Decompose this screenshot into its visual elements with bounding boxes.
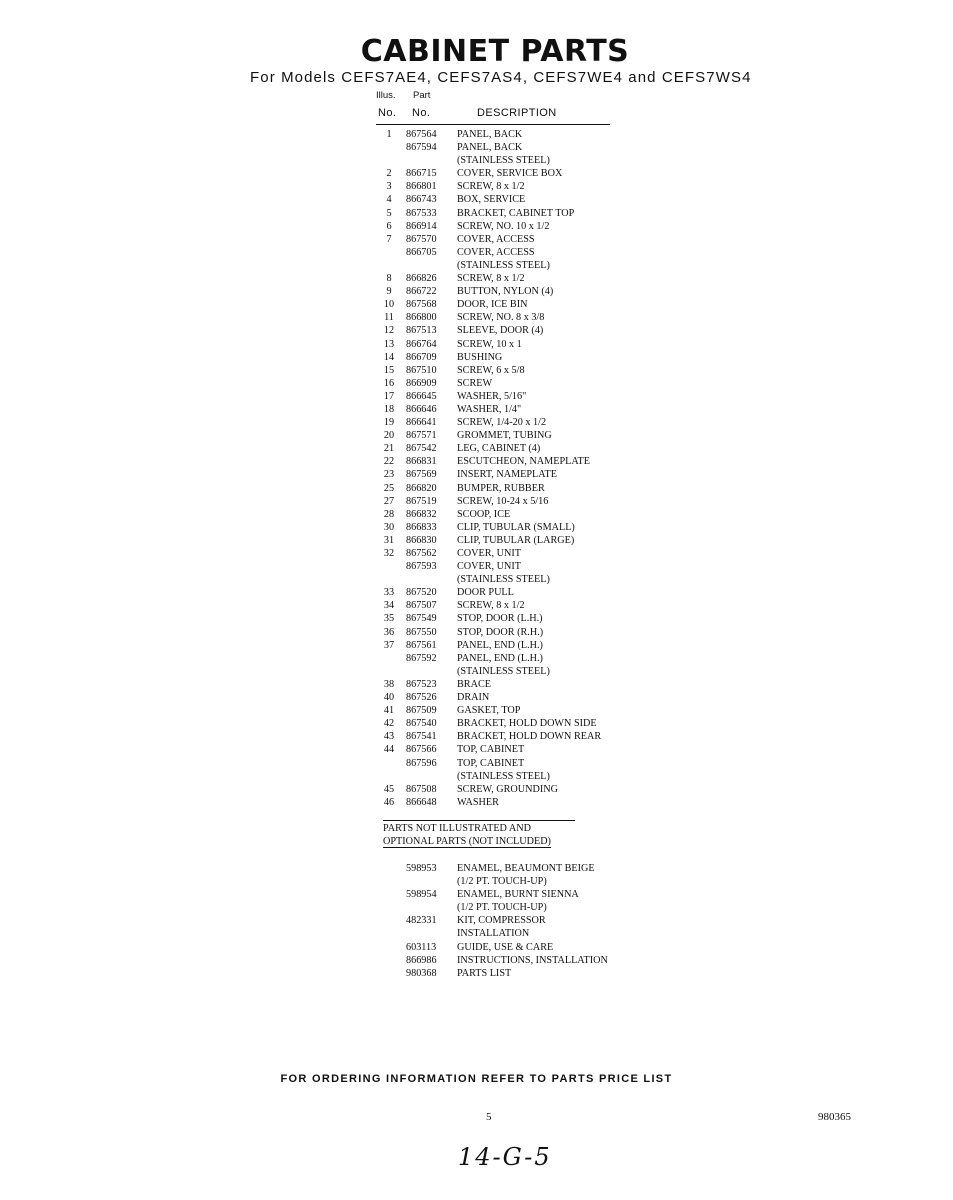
illus-number: 23	[383, 469, 395, 481]
part-number: 867519	[406, 495, 437, 507]
ordering-footer: FOR ORDERING INFORMATION REFER TO PARTS PRICE LIST	[280, 1073, 673, 1085]
table-row	[0, 416, 953, 429]
part-number: 866743	[406, 194, 437, 206]
illus-number: 19	[383, 417, 395, 429]
part-number: 867566	[406, 744, 437, 756]
part-number: 598953	[406, 863, 437, 874]
table-row	[0, 743, 953, 756]
table-row	[0, 612, 953, 625]
table-row	[0, 573, 953, 586]
illus-number: 37	[383, 639, 395, 651]
part-description: STOP, DOOR (L.H.)	[457, 613, 543, 625]
part-number: 867549	[406, 613, 437, 625]
column-header-illus-no: No.	[378, 107, 397, 119]
part-number: 867569	[406, 469, 437, 481]
part-description: GROMMET, TUBING	[457, 430, 552, 442]
not-illustrated-heading	[383, 822, 551, 848]
part-description: (1/2 PT. TOUCH-UP)	[457, 876, 547, 888]
part-number: 867596	[406, 757, 437, 769]
part-description: PANEL, END (L.H.)	[457, 652, 543, 664]
illus-number: 40	[383, 692, 395, 704]
illus-number: 18	[383, 403, 395, 415]
part-description: (STAINLESS STEEL)	[457, 259, 550, 271]
illus-number: 42	[383, 718, 395, 730]
part-description: (STAINLESS STEEL)	[457, 574, 550, 586]
part-number: 603113	[406, 941, 437, 953]
illus-number: 12	[383, 325, 395, 337]
part-number: 866909	[406, 377, 437, 389]
illus-number: 4	[386, 194, 392, 206]
part-description: GUIDE, USE & CARE	[457, 941, 554, 953]
part-description: ENAMEL, BEAUMONT BEIGE	[457, 863, 595, 874]
column-header-part: Part	[413, 90, 431, 101]
illus-number: 10	[383, 299, 395, 311]
part-number: 866831	[406, 456, 437, 468]
illus-number: 20	[383, 430, 395, 442]
table-row	[0, 272, 953, 285]
illus-number: 2	[386, 168, 392, 180]
list-item	[0, 914, 953, 927]
illus-number: 33	[383, 587, 395, 599]
part-number: 867526	[406, 692, 437, 704]
table-row	[0, 534, 953, 547]
list-item	[0, 941, 953, 954]
table-row	[0, 468, 953, 481]
illus-number: 28	[383, 508, 395, 520]
table-row	[0, 285, 953, 298]
table-row	[0, 770, 953, 783]
part-description: PANEL, BACK	[457, 142, 523, 154]
part-number: 866826	[406, 273, 437, 285]
page-title: CABINET PARTS	[360, 34, 630, 69]
part-description: WASHER, 1/4"	[457, 403, 522, 415]
illus-number: 36	[383, 626, 395, 638]
models-subtitle: For Models CEFS7AE4, CEFS7AS4, CEFS7WE4 and CEFS7WS4	[250, 69, 752, 86]
table-row	[0, 193, 953, 206]
part-description: (STAINLESS STEEL)	[457, 155, 550, 167]
part-description: (STAINLESS STEEL)	[457, 770, 550, 782]
part-description: SCREW, 6 x 5/8	[457, 364, 525, 376]
part-description: BUTTON, NYLON (4)	[457, 286, 554, 298]
part-description: COVER, SERVICE BOX	[457, 168, 563, 180]
table-row	[0, 233, 953, 246]
table-row	[0, 311, 953, 324]
part-description: ENAMEL, BURNT SIENNA	[457, 889, 579, 901]
table-row	[0, 324, 953, 337]
table-row	[0, 495, 953, 508]
part-description: SCREW, 10 x 1	[457, 338, 522, 350]
illus-number: 15	[383, 364, 395, 376]
part-description: COVER, ACCESS	[457, 233, 535, 245]
list-item	[0, 954, 953, 967]
list-item	[0, 901, 953, 914]
part-description: WASHER	[457, 796, 499, 808]
part-description: WASHER, 5/16"	[457, 390, 527, 402]
table-row	[0, 599, 953, 612]
part-number: 867509	[406, 705, 437, 717]
parts-list	[0, 128, 953, 809]
document-number: 980365	[818, 1111, 851, 1123]
part-description: SCREW, NO. 8 x 3/8	[457, 312, 545, 324]
part-number: 867507	[406, 600, 437, 612]
part-number: 867542	[406, 443, 437, 455]
table-row	[0, 128, 953, 141]
part-description: ESCUTCHEON, NAMEPLATE	[457, 456, 591, 468]
part-number: 867550	[406, 626, 437, 638]
part-description: LEG, CABINET (4)	[457, 443, 541, 455]
illus-number: 43	[383, 731, 395, 743]
table-row	[0, 717, 953, 730]
part-description: BUMPER, RUBBER	[457, 482, 545, 494]
part-description: BUSHING	[457, 351, 503, 363]
table-row	[0, 560, 953, 573]
part-description: CLIP, TUBULAR (LARGE)	[457, 534, 575, 546]
part-description: SLEEVE, DOOR (4)	[457, 325, 544, 337]
part-description: COVER, ACCESS	[457, 246, 535, 258]
illus-number: 17	[383, 390, 395, 402]
section-rule	[383, 820, 575, 821]
table-row	[0, 757, 953, 770]
column-header-part-no: No.	[412, 107, 431, 119]
part-number: 866801	[406, 181, 437, 193]
part-description: SCREW, NO. 10 x 1/2	[457, 220, 550, 232]
illus-number: 14	[383, 351, 395, 363]
part-number: 866832	[406, 508, 437, 520]
part-number: 867520	[406, 587, 437, 599]
table-row	[0, 364, 953, 377]
part-description: SCREW, GROUNDING	[457, 783, 558, 795]
table-row	[0, 429, 953, 442]
illus-number: 27	[383, 495, 395, 507]
part-number: 866986	[406, 954, 437, 966]
table-row	[0, 351, 953, 364]
list-item	[0, 862, 953, 875]
table-row	[0, 442, 953, 455]
illus-number: 41	[383, 705, 395, 717]
part-description: SCREW, 8 x 1/2	[457, 181, 525, 193]
table-row	[0, 455, 953, 468]
illus-number: 16	[383, 377, 395, 389]
part-number: 867594	[406, 142, 437, 154]
illus-number: 5	[386, 207, 392, 219]
part-number: 867513	[406, 325, 437, 337]
part-number: 866820	[406, 482, 437, 494]
part-description: KIT, COMPRESSOR	[457, 915, 546, 927]
table-row	[0, 730, 953, 743]
table-row	[0, 521, 953, 534]
column-header-illus: Illus.	[376, 90, 396, 101]
table-row	[0, 246, 953, 259]
part-number: 867533	[406, 207, 437, 219]
illus-number: 22	[383, 456, 395, 468]
illus-number: 25	[383, 482, 395, 494]
list-item	[0, 967, 953, 980]
part-description: PANEL, END (L.H.)	[457, 639, 543, 651]
illus-number: 30	[383, 521, 395, 533]
part-description: COVER, UNIT	[457, 561, 521, 573]
illus-number: 6	[386, 220, 392, 232]
part-description: SCREW	[457, 377, 493, 389]
table-row	[0, 154, 953, 167]
part-number: 867564	[406, 129, 437, 140]
table-row	[0, 207, 953, 220]
part-number: 866709	[406, 351, 437, 363]
part-description: TOP, CABINET	[457, 744, 525, 756]
part-number: 482331	[406, 915, 437, 927]
not-illustrated-line1: PARTS NOT ILLUSTRATED AND	[383, 823, 531, 834]
part-description: CLIP, TUBULAR (SMALL)	[457, 521, 575, 533]
part-description: GASKET, TOP	[457, 705, 521, 717]
handwritten-note: 14-G-5	[458, 1143, 552, 1171]
table-row	[0, 586, 953, 599]
table-row	[0, 390, 953, 403]
table-row	[0, 338, 953, 351]
table-row	[0, 691, 953, 704]
illus-number: 45	[383, 783, 395, 795]
part-number: 980368	[406, 967, 437, 979]
table-row	[0, 403, 953, 416]
part-description: COVER, UNIT	[457, 548, 521, 559]
table-row	[0, 180, 953, 193]
part-description: SCREW, 10-24 x 5/16	[457, 495, 549, 507]
part-number: 866800	[406, 312, 437, 324]
column-header-description: DESCRIPTION	[477, 107, 557, 119]
illus-number: 32	[383, 548, 395, 559]
part-description: (STAINLESS STEEL)	[457, 665, 550, 677]
illus-number: 21	[383, 443, 395, 455]
illus-number: 31	[383, 534, 395, 546]
illus-number: 1	[386, 129, 392, 140]
list-item	[0, 888, 953, 901]
part-number: 866764	[406, 338, 437, 350]
part-number: 866645	[406, 390, 437, 402]
part-number: 866648	[406, 796, 437, 808]
part-number: 866914	[406, 220, 437, 232]
not-illustrated-line2: OPTIONAL PARTS (NOT INCLUDED)	[383, 836, 551, 847]
part-description: INSERT, NAMEPLATE	[457, 469, 557, 481]
table-row	[0, 482, 953, 495]
table-row	[0, 704, 953, 717]
part-description: DOOR PULL	[457, 587, 514, 599]
part-description: BRACKET, HOLD DOWN SIDE	[457, 718, 597, 730]
part-description: BRACKET, HOLD DOWN REAR	[457, 731, 602, 743]
part-description: BOX, SERVICE	[457, 194, 526, 206]
illus-number: 38	[383, 678, 395, 690]
part-number: 866830	[406, 534, 437, 546]
part-number: 867562	[406, 548, 437, 559]
table-row	[0, 298, 953, 311]
table-row	[0, 167, 953, 180]
part-number: 867561	[406, 639, 437, 651]
part-number: 867508	[406, 783, 437, 795]
part-number: 867510	[406, 364, 437, 376]
part-number: 867592	[406, 652, 437, 664]
part-number: 866641	[406, 417, 437, 429]
part-description: BRACKET, CABINET TOP	[457, 207, 575, 219]
list-item	[0, 927, 953, 940]
part-description: PARTS LIST	[457, 967, 512, 979]
part-description: SCREW, 8 x 1/2	[457, 600, 525, 612]
table-row	[0, 783, 953, 796]
part-description: DOOR, ICE BIN	[457, 299, 528, 311]
table-row	[0, 377, 953, 390]
illus-number: 46	[383, 796, 395, 808]
part-description: STOP, DOOR (R.H.)	[457, 626, 544, 638]
table-row	[0, 665, 953, 678]
illus-number: 7	[386, 233, 392, 245]
part-number: 866646	[406, 403, 437, 415]
part-description: TOP, CABINET	[457, 757, 525, 769]
table-row	[0, 220, 953, 233]
illus-number: 34	[383, 600, 395, 612]
part-number: 866705	[406, 246, 437, 258]
table-row	[0, 678, 953, 691]
part-description: SCREW, 8 x 1/2	[457, 273, 525, 285]
list-item	[0, 875, 953, 888]
part-description: INSTRUCTIONS, INSTALLATION	[457, 954, 608, 966]
part-number: 867541	[406, 731, 437, 743]
table-row	[0, 508, 953, 521]
part-number: 867593	[406, 561, 437, 573]
illus-number: 8	[386, 273, 392, 285]
part-description: DRAIN	[457, 692, 490, 704]
illus-number: 11	[384, 312, 394, 324]
part-number: 866722	[406, 286, 437, 298]
part-description: INSTALLATION	[457, 928, 530, 940]
part-description: SCOOP, ICE	[457, 508, 511, 520]
part-number: 867523	[406, 678, 437, 690]
table-row	[0, 796, 953, 809]
part-number: 867540	[406, 718, 437, 730]
illus-number: 3	[386, 181, 392, 193]
table-row	[0, 259, 953, 272]
table-row	[0, 652, 953, 665]
optional-parts-list	[0, 862, 953, 980]
table-row	[0, 141, 953, 154]
part-number: 866833	[406, 521, 437, 533]
table-row	[0, 639, 953, 652]
part-number: 867568	[406, 299, 437, 311]
illus-number: 9	[386, 286, 392, 298]
table-row	[0, 547, 953, 560]
illus-number: 13	[383, 338, 395, 350]
part-description: PANEL, BACK	[457, 129, 523, 140]
part-number: 867571	[406, 430, 437, 442]
part-number: 867570	[406, 233, 437, 245]
table-row	[0, 626, 953, 639]
header-rule	[376, 124, 610, 125]
part-description: SCREW, 1/4-20 x 1/2	[457, 417, 547, 429]
illus-number: 35	[383, 613, 395, 625]
page-number: 5	[486, 1111, 492, 1123]
part-description: BRACE	[457, 678, 491, 690]
illus-number: 44	[383, 744, 395, 756]
part-number: 598954	[406, 889, 437, 901]
part-number: 866715	[406, 168, 437, 180]
part-description: (1/2 PT. TOUCH-UP)	[457, 902, 547, 914]
